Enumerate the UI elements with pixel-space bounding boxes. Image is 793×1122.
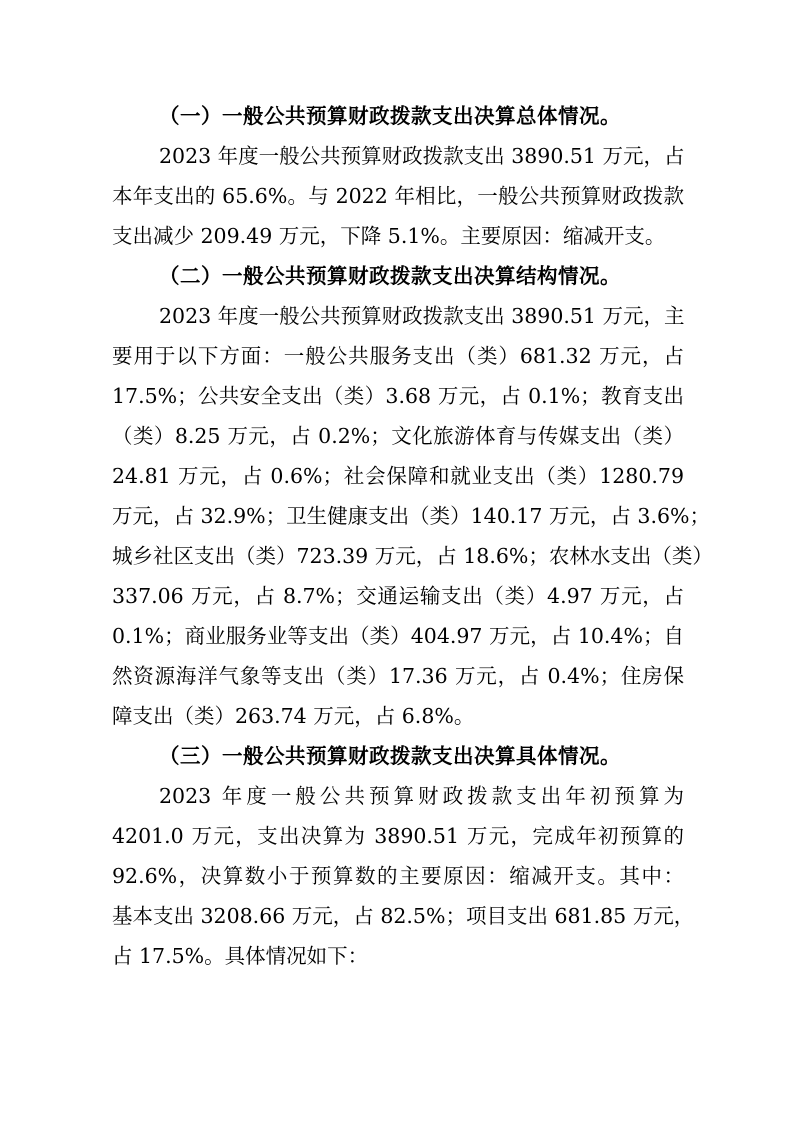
section-heading-overall: （一）一般公共预算财政拨款支出决算总体情况。 (159, 104, 621, 128)
paragraph-line: 万元，占 32.9%；卫生健康支出（类）140.17 万元，占 3.6%； (112, 504, 710, 528)
paragraph-line: 本年支出的 65.6%。与 2022 年相比，一般公共预算财政拨款 (112, 184, 684, 208)
section-paragraph-structure (112, 296, 713, 736)
paragraph-line: 2023 年度一般公共预算财政拨款支出 3890.51 万元，占 (159, 144, 685, 168)
paragraph-line: 占 17.5%。具体情况如下： (112, 944, 369, 968)
paragraph-line: 4201.0 万元，支出决算为 3890.51 万元，完成年初预算的 (112, 824, 684, 848)
paragraph-line: 城乡社区支出（类）723.39 万元，占 18.6%；农林水支出（类） (112, 544, 713, 568)
paragraph-line: 0.1%；商业服务业等支出（类）404.97 万元，占 10.4%；自 (112, 624, 684, 648)
paragraph-line: 17.5%；公共安全支出（类）3.68 万元，占 0.1%；教育支出 (112, 384, 684, 408)
paragraph-line: 337.06 万元，占 8.7%；交通运输支出（类）4.97 万元，占 (112, 584, 684, 608)
paragraph-line: 支出减少 209.49 万元，下降 5.1%。主要原因：缩减开支。 (112, 224, 666, 248)
paragraph-line: 2023 年度一般公共预算财政拨款支出年初预算为 (159, 784, 684, 808)
paragraph-line: 24.81 万元，占 0.6%；社会保障和就业支出（类）1280.79 (112, 464, 684, 488)
paragraph-line: 然资源海洋气象等支出（类）17.36 万元，占 0.4%；住房保 (112, 664, 684, 688)
paragraph-line: 障支出（类）263.74 万元，占 6.8%。 (112, 704, 475, 728)
paragraph-line: 92.6%，决算数小于预算数的主要原因：缩减开支。其中： (112, 864, 684, 888)
section-heading-detail: （三）一般公共预算财政拨款支出决算具体情况。 (159, 744, 621, 768)
section-heading-structure: （二）一般公共预算财政拨款支出决算结构情况。 (159, 264, 621, 288)
paragraph-line: 要用于以下方面：一般公共服务支出（类）681.32 万元，占 (112, 344, 684, 368)
paragraph-line: 2023 年度一般公共预算财政拨款支出 3890.51 万元，主 (159, 304, 685, 328)
section-paragraph-overall (112, 136, 684, 256)
section-paragraph-detail (112, 776, 695, 976)
paragraph-line: （类）8.25 万元，占 0.2%；文化旅游体育与传媒支出（类） (112, 424, 684, 448)
paragraph-line: 基本支出 3208.66 万元，占 82.5%；项目支出 681.85 万元， (112, 904, 695, 928)
document-page (112, 96, 713, 976)
